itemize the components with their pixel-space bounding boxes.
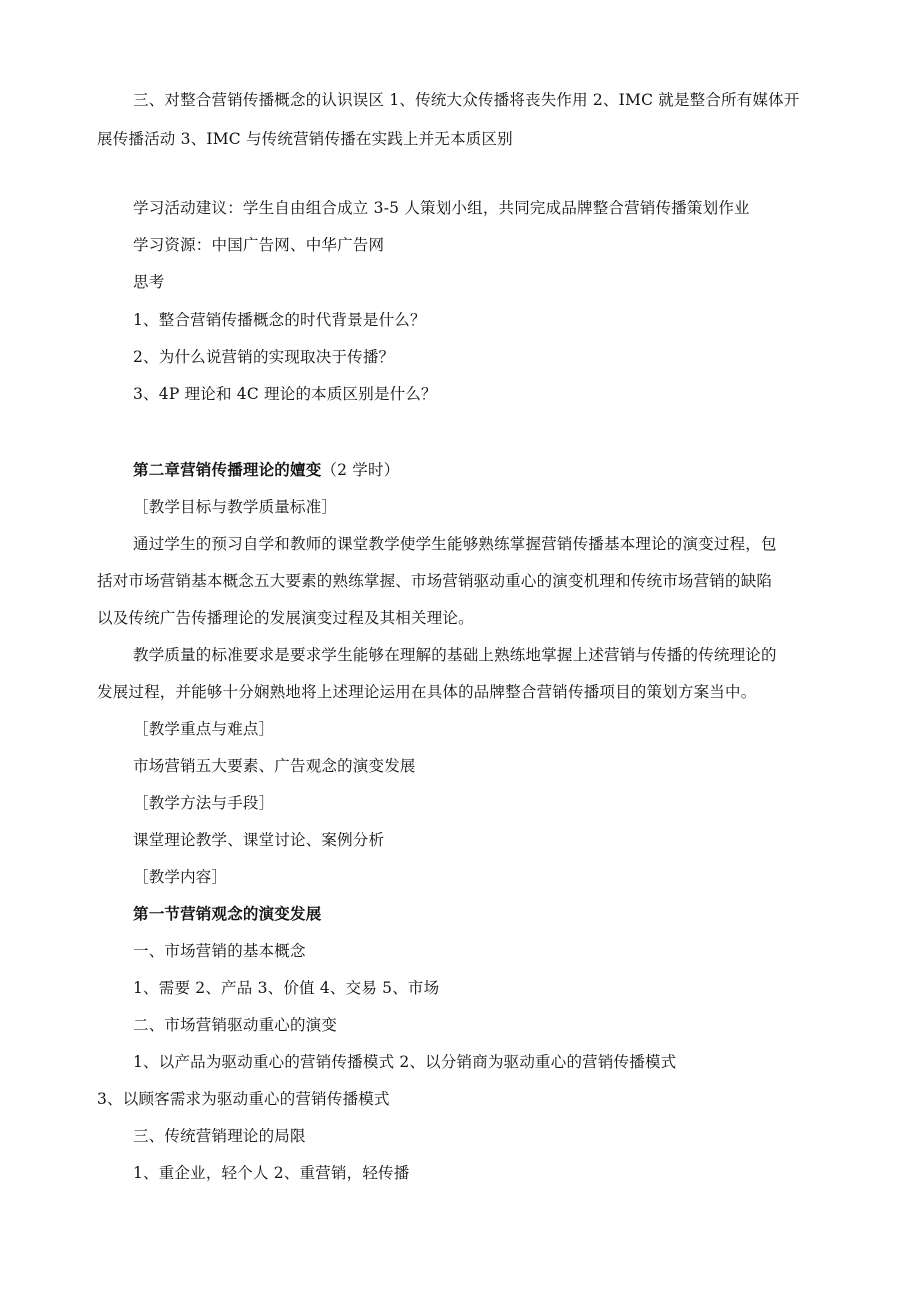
objectives-paragraph-1-line: 以及传统广告传播理论的发展演变过程及其相关理论。 [97,609,474,627]
item-content: 1、需要 2、产品 3、价值 4、交易 5、市场 [133,979,440,997]
key-points-content: 市场营销五大要素、广告观念的演变发展 [133,757,416,775]
objectives-paragraph-2-line: 发展过程，并能够十分娴熟地将上述理论运用在具体的品牌整合营销传播项目的策划方案当中。 [97,683,757,701]
learning-activity-suggestion: 学习活动建议：学生自由组合成立 3-5 人策划小组，共同完成品牌整合营销传播策划作业 [133,199,750,217]
objectives-paragraph-2-line: 教学质量的标准要求是要求学生能够在理解的基础上熟练地掌握上述营销与传播的传统理论的 [133,646,777,664]
paragraph-misconceptions-line-2: 展传播活动 3、IMC 与传统营销传播在实践上并无本质区别 [97,130,513,148]
learning-resources: 学习资源：中国广告网、中华广告网 [133,236,385,254]
chapter-hours: （2 学时） [321,461,400,479]
item-content: 3、以顾客需求为驱动重心的营销传播模式 [97,1090,390,1108]
item-heading: 一、市场营销的基本概念 [133,942,306,960]
methods-content: 课堂理论教学、课堂讨论、案例分析 [133,831,385,849]
item-heading: 三、传统营销理论的局限 [133,1127,306,1145]
chapter-title-text: 第二章营销传播理论的嬗变 [133,461,322,479]
objectives-paragraph-1-line: 括对市场营销基本概念五大要素的熟练掌握、市场营销驱动重心的演变机理和传统市场营销的缺陷 [97,572,773,590]
key-points-heading: ［教学重点与难点］ [133,720,275,738]
objectives-paragraph-1-line: 通过学生的预习自学和教师的课堂教学使学生能够熟练掌握营销传播基本理论的演变过程，包 [133,535,777,553]
item-content: 1、重企业，轻个人 2、重营销，轻传播 [133,1164,410,1182]
paragraph-misconceptions-line-1: 三、对整合营销传播概念的认识误区 1、传统大众传播将丧失作用 2、IMC 就是整合所有媒体开 [133,91,800,109]
question-item: 3、4P 理论和 4C 理论的本质区别是什么？ [133,385,437,403]
chapter-title [133,458,399,482]
item-heading: 二、市场营销驱动重心的演变 [133,1016,338,1034]
content-heading: ［教学内容］ [133,868,228,886]
section-title: 第一节营销观念的演变发展 [133,905,322,923]
objectives-heading: ［教学目标与教学质量标准］ [133,498,338,516]
methods-heading: ［教学方法与手段］ [133,794,275,812]
question-item: 2、为什么说营销的实现取决于传播？ [133,348,395,366]
think-heading: 思考 [133,273,165,291]
question-item: 1、整合营销传播概念的时代背景是什么？ [133,311,426,329]
item-content: 1、以产品为驱动重心的营销传播模式 2、以分销商为驱动重心的营销传播模式 [133,1053,677,1071]
